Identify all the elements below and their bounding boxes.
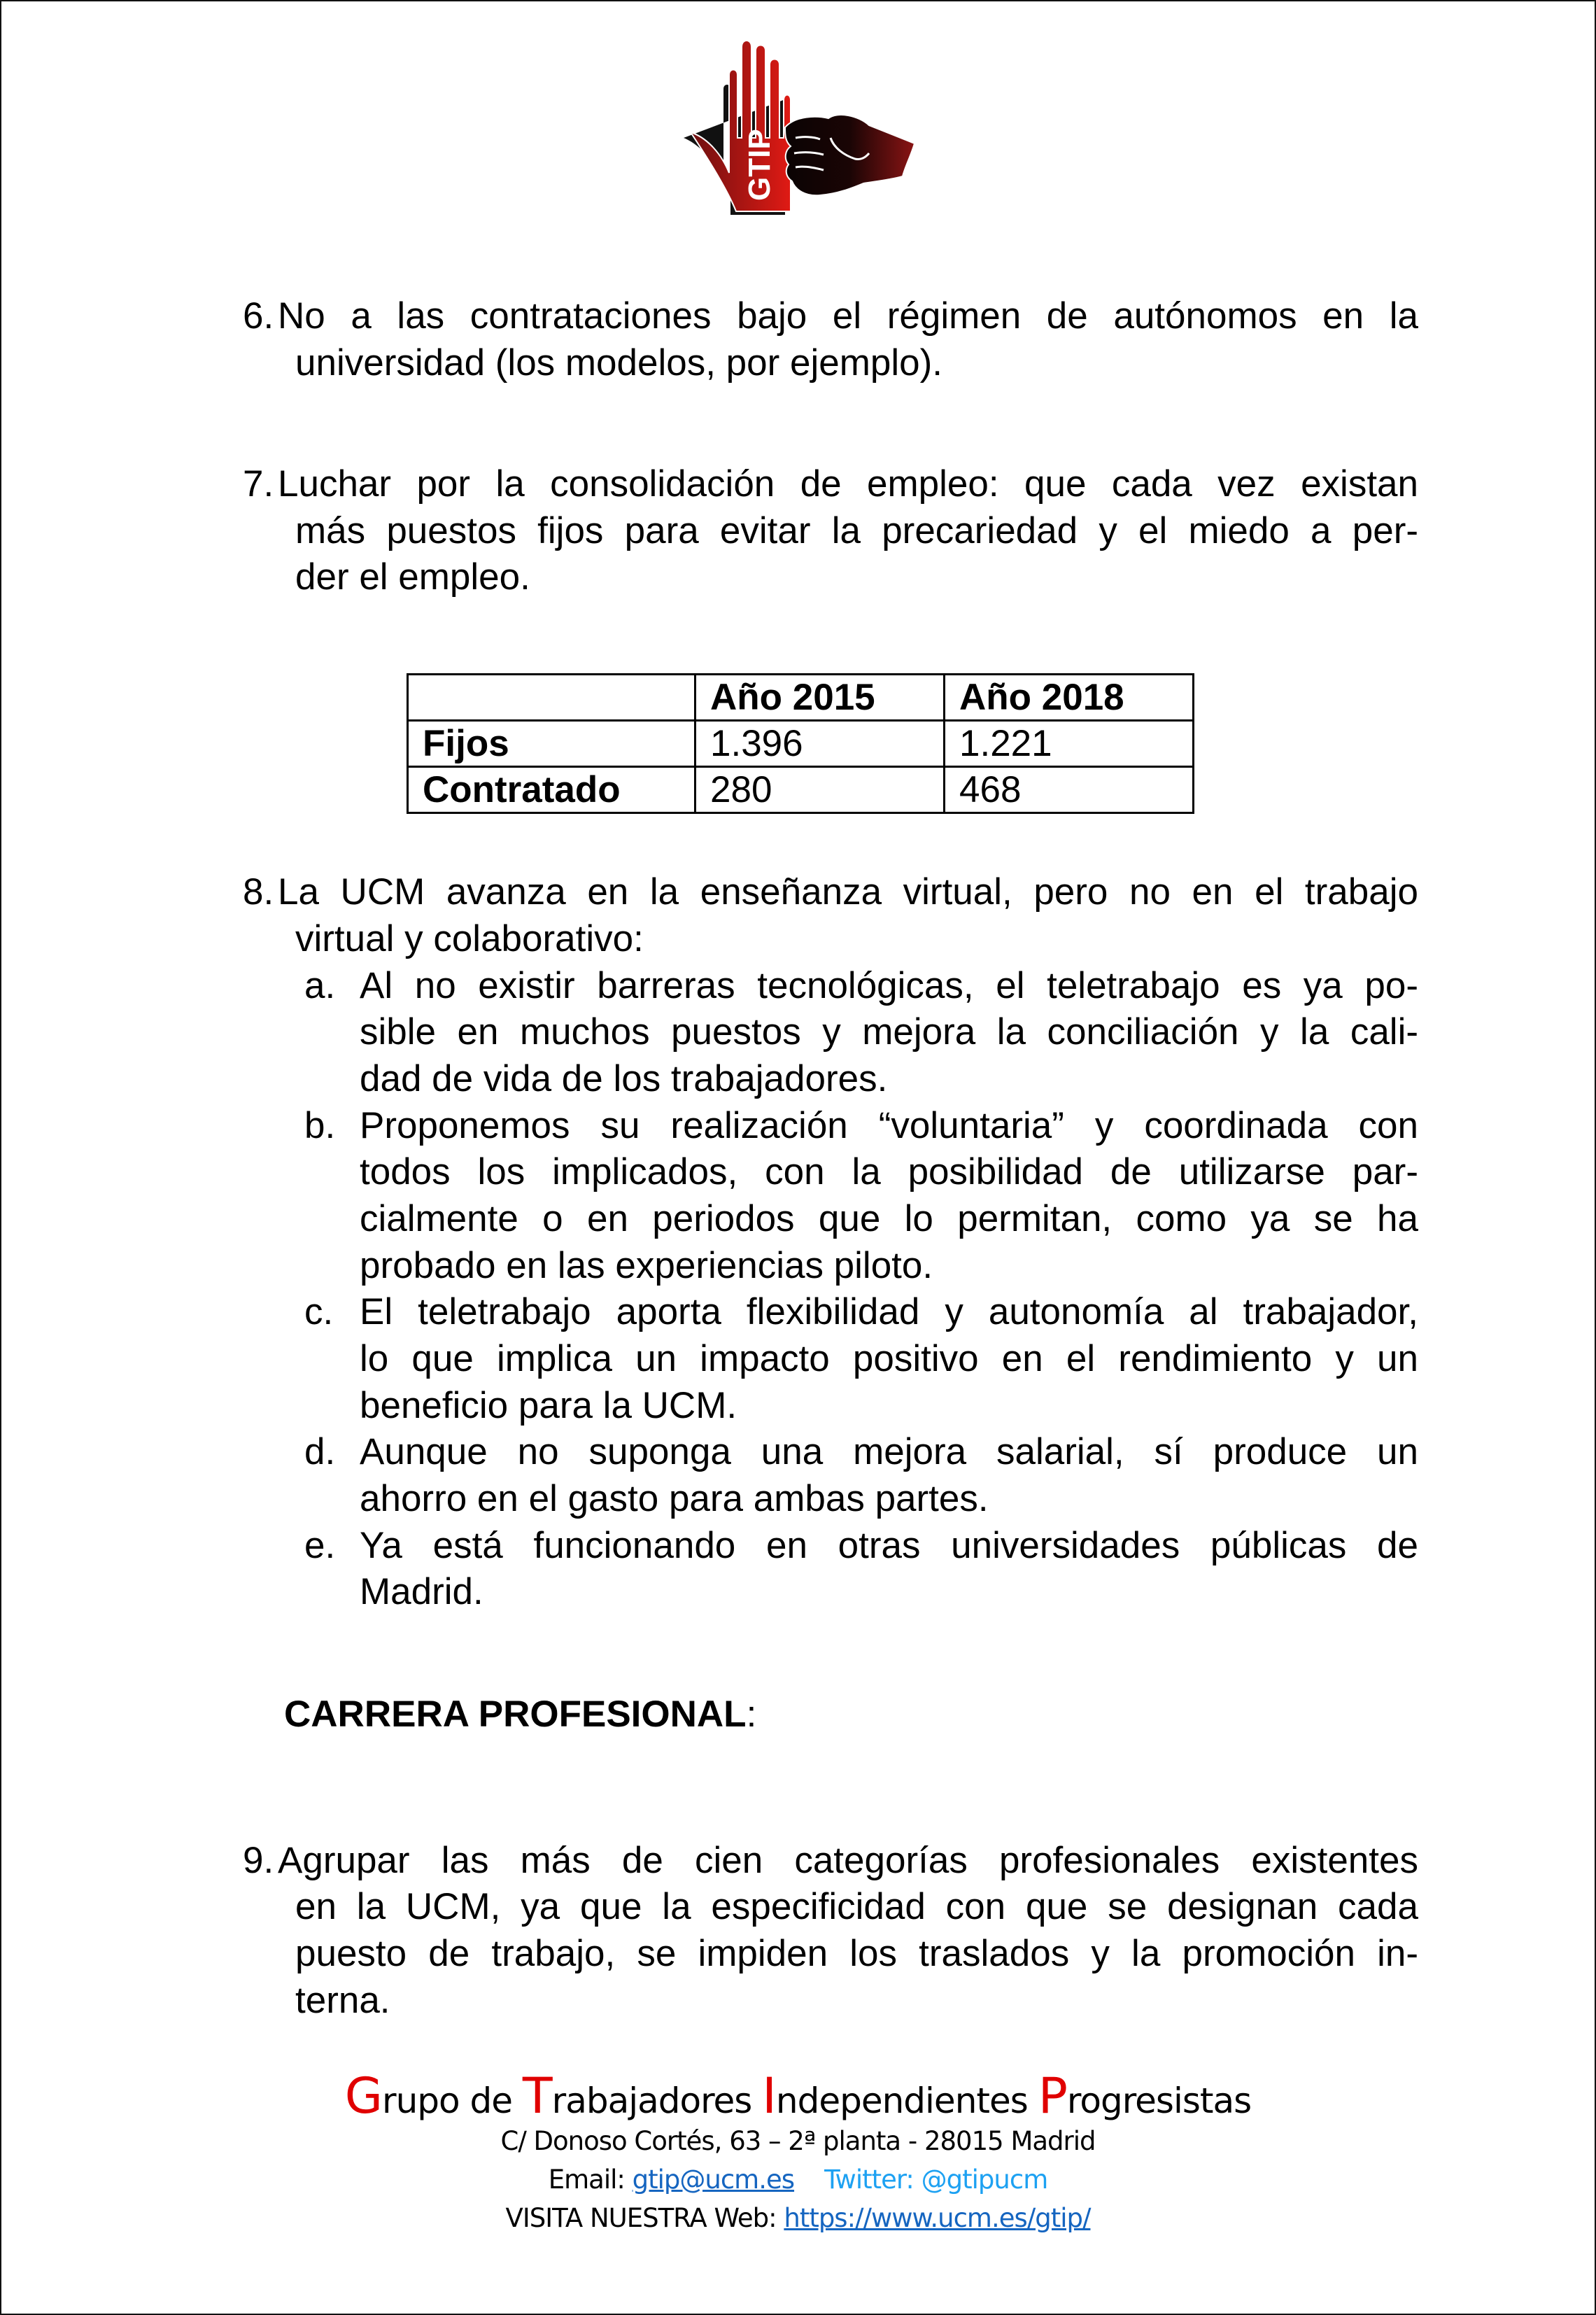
sub-item-marker: c. — [304, 1291, 334, 1332]
sub-item-marker: d. — [304, 1431, 336, 1472]
item-text-line: terna. — [295, 1980, 390, 2021]
footer-organization-name — [1, 2067, 1595, 2125]
item-text-line: No a las contrataciones bajo el régimen de autónomos en la — [278, 295, 1418, 337]
item-number: 8. — [243, 871, 274, 913]
table-header-cell: Año 2015 — [695, 675, 945, 721]
sub-item-marker: e. — [304, 1525, 336, 1566]
web-label: VISITA NUESTRA Web: — [505, 2203, 784, 2233]
sub-item-text-line: dad de vida de los trabajadores. — [360, 1058, 888, 1099]
sub-item-text-line: lo que implica un impacto positivo en el rendimiento y un — [360, 1338, 1418, 1379]
table-row — [408, 767, 1194, 813]
title-word-rest: rogresistas — [1066, 2081, 1252, 2121]
item-text-line: La UCM avanza en la enseñanza virtual, pero no en el trabajo — [278, 871, 1418, 913]
table-row — [408, 721, 1194, 767]
table-header-cell: Año 2018 — [945, 675, 1194, 721]
website-link[interactable]: https://www.ucm.es/gtip/ — [784, 2203, 1091, 2233]
table-cell: 280 — [695, 767, 945, 813]
sub-item-marker: a. — [304, 965, 336, 1006]
table-header-row — [408, 675, 1194, 721]
table-header-cell — [408, 675, 695, 721]
item-text-line: der el empleo. — [295, 556, 530, 598]
title-initial: P — [1038, 2067, 1067, 2125]
sub-item-text-line: sible en muchos puestos y mejora la conciliación y la cali- — [360, 1011, 1418, 1053]
title-initial: G — [344, 2067, 383, 2125]
sub-item-text-line: Aunque no suponga una mejora salarial, sí produce un — [360, 1431, 1418, 1472]
sub-item-text-line: Al no existir barreras tecnológicas, el teletrabajo es ya po- — [360, 965, 1418, 1006]
sub-item-text-line: El teletrabajo aporta flexibilidad y autonomía al trabajador, — [360, 1291, 1418, 1332]
employment-table — [407, 673, 1194, 814]
item-number: 7. — [243, 463, 274, 505]
footer-web — [1, 2203, 1595, 2233]
sub-item-text-line: beneficio para la UCM. — [360, 1385, 737, 1426]
sub-item-text-line: probado en las experiencias piloto. — [360, 1245, 933, 1286]
section-heading — [284, 1691, 756, 1738]
sub-item-text-line: cialmente o en periodos que lo permitan, como ya se ha — [360, 1198, 1418, 1239]
section-heading-colon: : — [746, 1694, 757, 1735]
table-cell: 468 — [945, 767, 1194, 813]
item-text-line: virtual y colaborativo: — [295, 918, 644, 959]
sub-item-text-line: Madrid. — [360, 1571, 483, 1612]
sub-item-text-line: todos los implicados, con la posibilidad de utilizarse par- — [360, 1151, 1418, 1192]
item-text-line: en la UCM, ya que la especificidad con que se designan cada — [295, 1886, 1418, 1927]
section-heading-text: CARRERA PROFESIONAL — [284, 1694, 747, 1735]
item-text-line: más puestos fijos para evitar la precariedad y el miedo a per- — [295, 510, 1418, 551]
title-initial: T — [522, 2067, 552, 2125]
item-text-line: Agrupar las más de cien categorías profesionales existentes — [278, 1840, 1418, 1881]
footer-contact — [1, 2165, 1595, 2195]
item-text-line: Luchar por la consolidación de empleo: que cada vez existan — [278, 463, 1418, 505]
table-row-label: Contratado — [408, 767, 695, 813]
table-row-label: Fijos — [408, 721, 695, 767]
item-number: 9. — [243, 1840, 274, 1881]
title-word-rest: ndependientes — [775, 2081, 1038, 2121]
gtip-logo-icon — [680, 33, 921, 225]
item-text-line: puesto de trabajo, se impiden los traslados y la promoción in- — [295, 1933, 1418, 1974]
item-number: 6. — [243, 295, 274, 337]
sub-item-marker: b. — [304, 1105, 336, 1146]
title-word-rest: rupo de — [382, 2081, 523, 2121]
item-text-line: universidad (los modelos, por ejemplo). — [295, 342, 942, 384]
email-link[interactable]: gtip@ucm.es — [632, 2165, 795, 2195]
sub-item-text-line: ahorro en el gasto para ambas partes. — [360, 1478, 989, 1519]
title-word-rest: rabajadores — [551, 2081, 763, 2121]
svg-text:GTIP: GTIP — [742, 129, 777, 201]
twitter-handle[interactable]: Twitter: @gtipucm — [824, 2165, 1048, 2195]
footer-address: C/ Donoso Cortés, 63 – 2ª planta - 28015 Madrid — [500, 2126, 1096, 2156]
table-cell: 1.221 — [945, 721, 1194, 767]
title-initial: I — [762, 2067, 776, 2125]
sub-item-text-line: Proponemos su realización “voluntaria” y coordinada con — [360, 1105, 1418, 1146]
email-label: Email: — [548, 2165, 633, 2195]
sub-item-text-line: Ya está funcionando en otras universidades públicas de — [360, 1525, 1418, 1566]
table-cell: 1.396 — [695, 721, 945, 767]
